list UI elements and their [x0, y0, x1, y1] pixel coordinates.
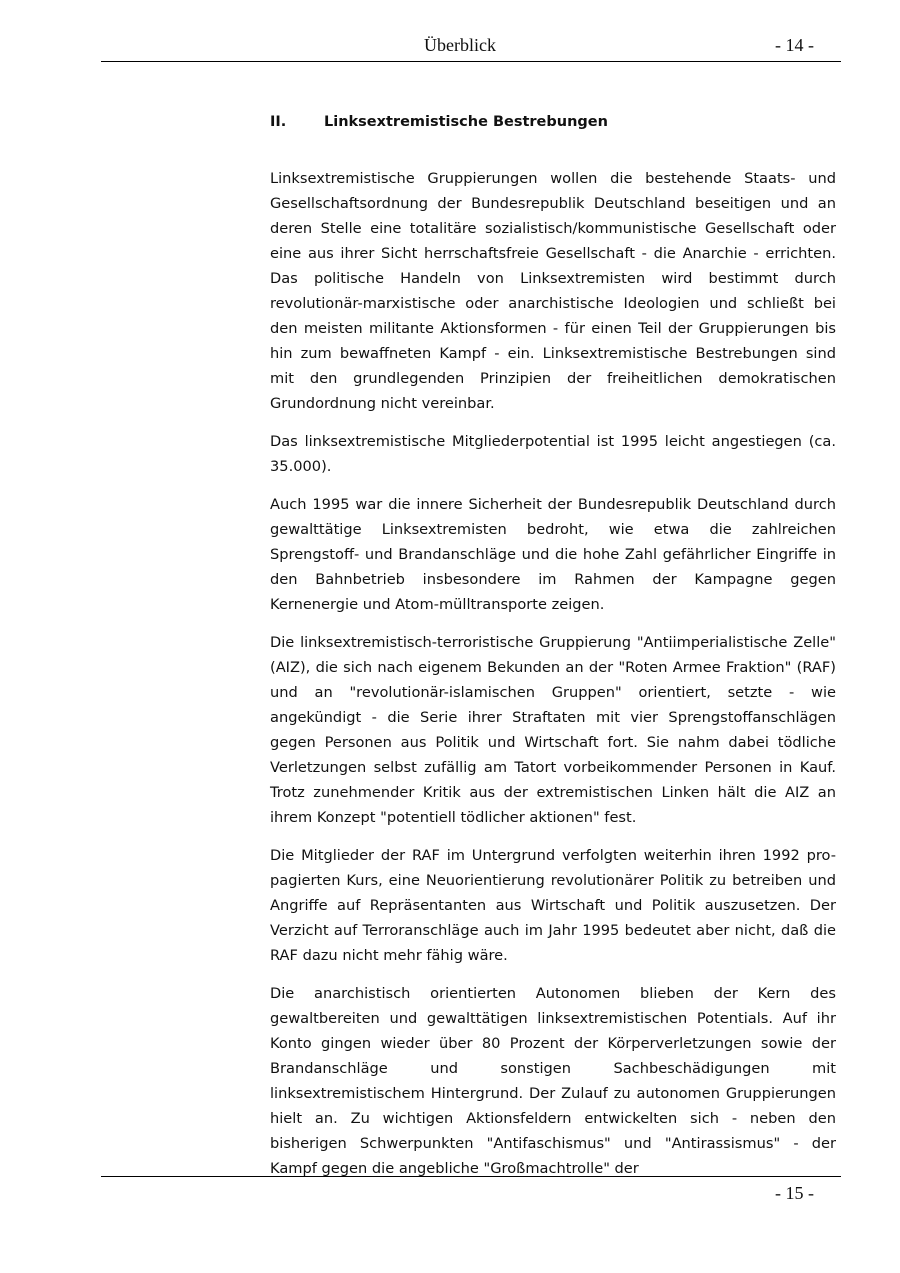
- paragraph: Auch 1995 war die innere Sicherheit der Bundesrepublik Deutschland durch gewalttätige Linksextremisten bedroht, wie etwa die zahlreichen Sprengstoff- und Brandanschläge und die hohe Zahl gefährlicher Eingriffe in den Bahnbetrieb insbesondere im Rahmen der Kampagne gegen Kernenergie und Atom-mülltransporte zeigen.: [270, 496, 836, 613]
- header-divider: [101, 61, 841, 62]
- paragraph: Linksextremistische Gruppierungen wollen die bestehende Staats- und Gesellschaftsordnung der Bundesrepublik Deutschland beseitigen und an deren Stelle eine totalitäre sozialistisch/kommunistische Gesellschaft oder eine aus ihrer Sicht herrschaftsfreie Gesellschaft - die Anarchie - errichten. Das politische Handeln von Linksextremisten wird bestimmt durch revolutionär-marxistische oder anarchistische Ideologien und schließt bei den meisten militante Aktionsformen - für einen Teil der Gruppierungen bis hin zum bewaffneten Kampf - ein. Linksextremistische Bestrebungen sind mit den grundlegenden Prinzipien der freiheitlichen demokratischen Grundordnung nicht vereinbar.: [270, 170, 836, 412]
- section-title: Linksextremistische Bestrebungen: [324, 114, 608, 130]
- paragraph: Die Mitglieder der RAF im Untergrund verfolgten weiterhin ihren 1992 pro-pagierten Kurs, eine Neuorientierung revolutionärer Politik zu betreiben und Angriffe auf Repräsentanten aus Wirtschaft und Politik auszusetzen. Der Verzicht auf Terroranschläge auch im Jahr 1995 bedeutet aber nicht, daß die RAF dazu nicht mehr fähig wäre.: [270, 847, 836, 964]
- body-text: [270, 166, 836, 1194]
- section-heading: [270, 112, 608, 132]
- paragraph: Das linksextremistische Mitgliederpotential ist 1995 leicht angestiegen (ca. 35.000).: [270, 433, 836, 475]
- header-page-number: - 14 -: [775, 35, 814, 55]
- running-header-title: Überblick: [424, 35, 496, 55]
- footer-page-number: - 15 -: [775, 1183, 814, 1203]
- paragraph: Die linksextremistisch-terroristische Gruppierung "Antiimperialistische Zelle" (AIZ), die sich nach eigenem Bekunden an der "Roten Armee Fraktion" (RAF) und an "revolutionär-islamischen Gruppen" orientiert, setzte - wie angekündigt - die Serie ihrer Straftaten mit vier Sprengstoffanschlägen gegen Personen aus Politik und Wirtschaft fort. Sie nahm dabei tödliche Verletzungen selbst zufällig am Tatort vorbeikommender Personen in Kauf. Trotz zunehmender Kritik aus der extremistischen Linken hält die AIZ an ihrem Konzept "potentiell tödlicher aktionen" fest.: [270, 634, 836, 826]
- paragraph: Die anarchistisch orientierten Autonomen blieben der Kern des gewaltbereiten und gewalttätigen linksextremistischen Potentials. Auf ihr Konto gingen wieder über 80 Prozent der Körperverletzungen sowie der Brandanschläge und sonstigen Sachbeschädigungen mit linksextremistischem Hintergrund. Der Zulauf zu autonomen Gruppierungen hielt an. Zu wichtigen Aktionsfeldern entwickelten sich - neben den bisherigen Schwerpunkten "Antifaschismus" und "Antirassismus" - der Kampf gegen die angebliche "Großmachtrolle" der: [270, 985, 836, 1177]
- section-number: II.: [270, 114, 287, 130]
- footer-divider: [101, 1176, 841, 1177]
